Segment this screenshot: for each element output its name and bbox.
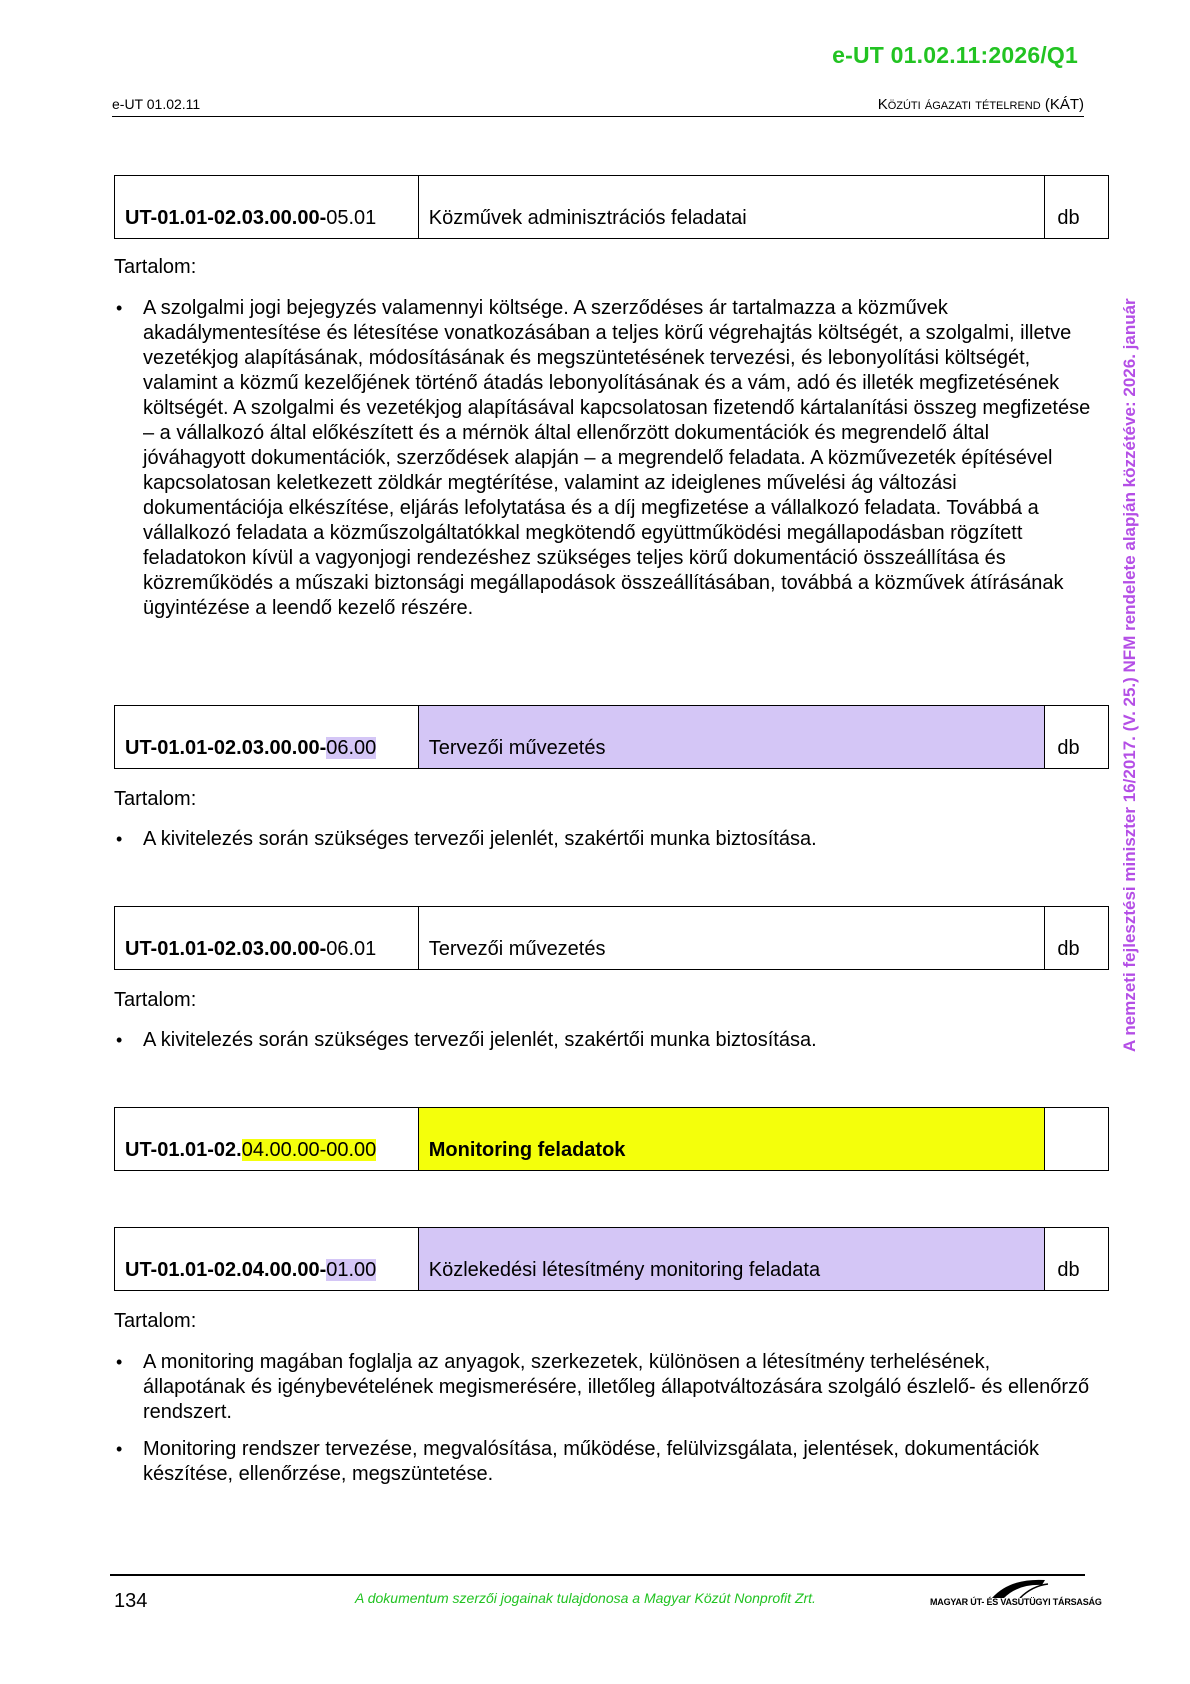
item-unit: db (1045, 1228, 1109, 1291)
road-swoosh-icon (990, 1576, 1050, 1598)
content-list (114, 296, 1094, 633)
item-unit: db (1045, 706, 1109, 769)
list-item: • A kivitelezés során szükséges tervezői jelenlét, szakértői munka biztosítása. (114, 827, 1094, 852)
content-label: Tartalom: (114, 1310, 197, 1332)
list-item: • A monitoring magában foglalja az anyagok, szerkezetek, különösen a létesítmény terhelésének, állapotának és igénybevételének megismerésére, illetőleg állapotváltozására szolgáló észlelő- és ellenőrző rendszert. (114, 1350, 1094, 1425)
item-title: Közművek adminisztrációs feladatai (418, 176, 1045, 239)
item-code: UT-01.01-02.04.00.00-01.00 (115, 1228, 419, 1291)
side-note: A nemzeti fejlesztési miniszter 16/2017. (V. 25.) NFM rendelete alapján közzétéve: 2026. január (1120, 298, 1139, 1052)
item-unit: db (1045, 907, 1109, 970)
item-unit: db (1045, 176, 1109, 239)
copyright-notice: A dokumentum szerzői jogainak tulajdonosa a Magyar Közút Nonprofit Zrt. (355, 1590, 816, 1606)
item-code: UT-01.01-02.03.00.00-06.00 (115, 706, 419, 769)
item-code: UT-01.01-02.04.00.00-00.00 (115, 1108, 419, 1171)
list-item: • A kivitelezés során szükséges tervezői jelenlét, szakértői munka biztosítása. (114, 1028, 1094, 1053)
header-right: Közúti ágazati tételrend (KÁT) (877, 96, 1084, 113)
item-unit (1045, 1108, 1109, 1171)
item-code: UT-01.01-02.03.00.00-06.01 (115, 907, 419, 970)
item-table (114, 175, 1109, 239)
content-list (114, 1028, 1094, 1065)
document-id: e-UT 01.02.11:2026/Q1 (832, 42, 1078, 68)
list-item: • A szolgalmi jogi bejegyzés valamennyi költsége. A szerződéses ár tartalmazza a közművek akadálymentesítése és létesítése vonatkozásában a teljes körű végrehajtás költségét, a szolgalmi, illetve vezetékjog alapításának, módosításának és megszüntetésének tervezési, és lebonyolítási költségét, valamint a közmű kezelőjének történő átadás lebonyolításának és a vám, adó és illeték megfizetésének költségét. A szolgalmi és vezetékjog alapításával kapcsolatosan fizetendő kártalanítási összeg megfizetése – a vállalkozó által előkészített és a mérnök által ellenőrzött dokumentációk és megrendelő által jóváhagyott dokumentációk, szerződések alapján – a megrendelő feladata. A közművezeték építésével kapcsolatosan keletkezett zöldkár megtérítése, valamint az ideiglenes művelési ág változási dokumentációja elkészítése, eljárás lefolytatása és a díj megfizetése a vállalkozó feladata. Továbbá a vállalkozó feladata a közműszolgáltatókkal megkötendő együttműködési megállapodásban rögzített feladatokon kívül a vagyonjogi rendezéshez szükséges teljes körű dokumentáció összeállítása és közreműködés a műszaki biztonsági megállapodások összeállításában, továbbá a közművek átírásának ügyintézése a leendő kezelő részére. (114, 296, 1094, 621)
item-title: Tervezői művezetés (418, 706, 1045, 769)
item-table (114, 705, 1109, 769)
header-left: e-UT 01.02.11 (112, 96, 201, 112)
company-logo (930, 1576, 1102, 1616)
item-title: Monitoring feladatok (418, 1108, 1045, 1171)
content-list (114, 1350, 1094, 1499)
item-title: Tervezői művezetés (418, 907, 1045, 970)
page-number: 134 (114, 1590, 148, 1612)
logo-text: MAGYAR ÚT- ÉS VASÚTÜGYI TÁRSASÁG (930, 1597, 1102, 1607)
item-code: UT-01.01-02.03.00.00-05.01 (115, 176, 419, 239)
content-label: Tartalom: (114, 989, 197, 1011)
item-title: Közlekedési létesítmény monitoring feladata (418, 1228, 1045, 1291)
content-list (114, 827, 1094, 864)
item-table (114, 906, 1109, 970)
content-label: Tartalom: (114, 788, 197, 810)
running-header (112, 96, 1084, 117)
list-item: • Monitoring rendszer tervezése, megvalósítása, működése, felülvizsgálata, jelentések, dokumentációk készítése, ellenőrzése, megszüntetése. (114, 1437, 1094, 1487)
item-table (114, 1227, 1109, 1291)
item-table (114, 1107, 1109, 1171)
content-label: Tartalom: (114, 256, 197, 278)
